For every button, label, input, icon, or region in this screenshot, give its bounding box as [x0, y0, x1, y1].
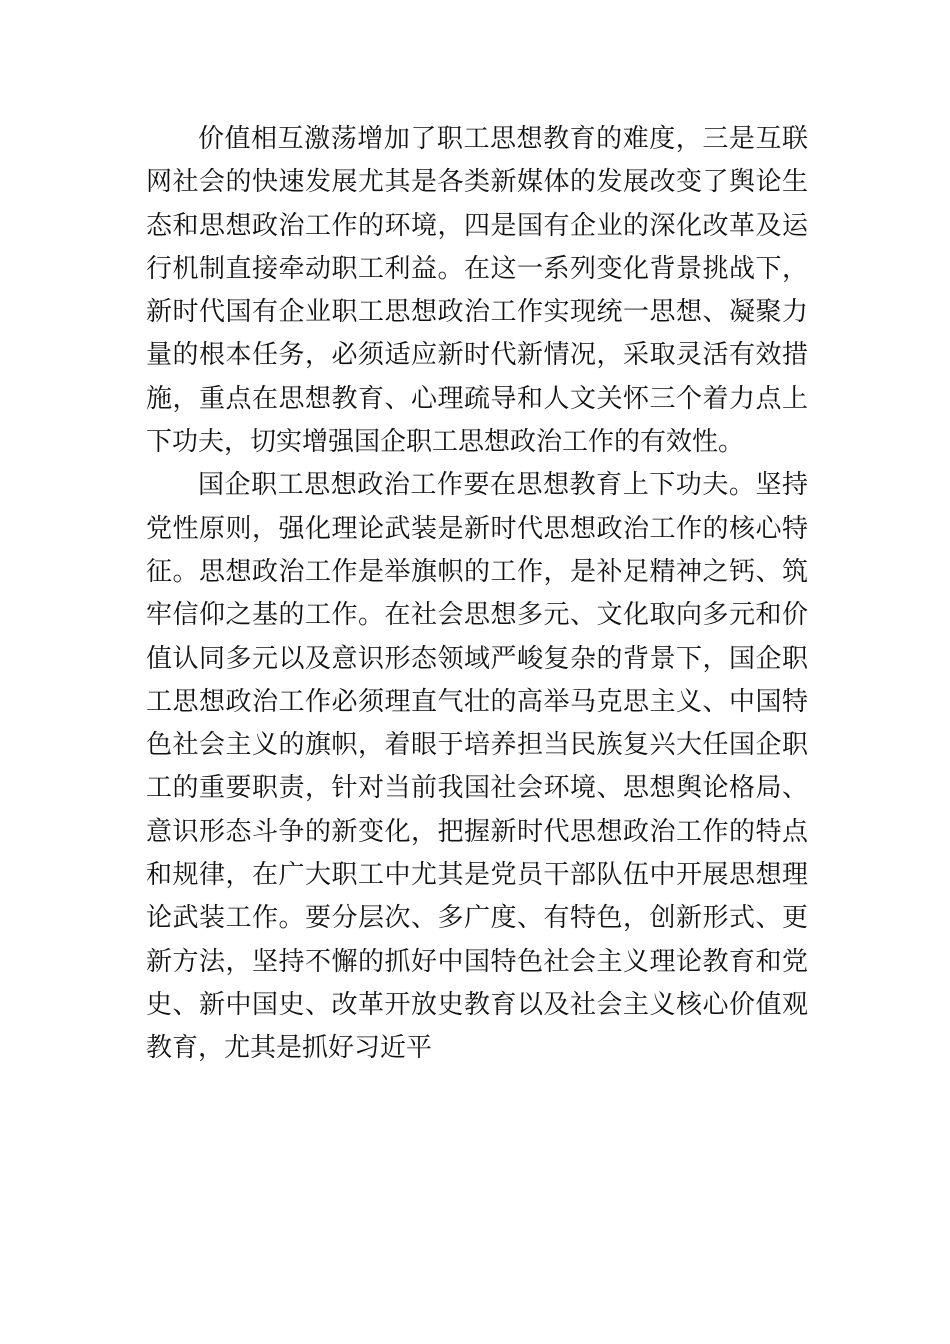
text-line: 色社会主义的旗帜，着眼于培养担当民族复兴大任国企职	[146, 730, 808, 761]
text-line: 值认同多元以及意识形态领域严峻复杂的背景下，国企职	[146, 643, 808, 674]
text-line: 下功夫，切实增强国企职工思想政治工作的有效性。	[146, 427, 745, 458]
text-line: 态和思想政治工作的环境，四是国有企业的深化改革及运	[146, 210, 808, 241]
text-line: 意识形态斗争的新变化，把握新时代思想政治工作的特点	[146, 816, 808, 847]
text-line: 施，重点在思想教育、心理疏导和人文关怀三个着力点上	[146, 383, 808, 414]
body-text	[146, 118, 808, 1071]
text-line: 网社会的快速发展尤其是各类新媒体的发展改变了舆论生	[146, 167, 808, 198]
text-line: 征。思想政治工作是举旗帜的工作，是补足精神之钙、筑	[146, 556, 808, 587]
text-line: 史、新中国史、改革开放史教育以及社会主义核心价值观	[146, 989, 808, 1020]
text-line: 工思想政治工作必须理直气壮的高举马克思主义、中国特	[146, 686, 808, 717]
text-line: 价值相互激荡增加了职工思想教育的难度，三是互联	[198, 124, 808, 154]
paragraph-1	[146, 118, 808, 464]
text-line: 党性原则，强化理论武装是新时代思想政治工作的核心特	[146, 513, 808, 544]
text-line: 国企职工思想政治工作要在思想教育上下功夫。坚持	[198, 470, 808, 501]
text-line: 牢信仰之基的工作。在社会思想多元、文化取向多元和价	[146, 600, 808, 631]
text-line: 和规律，在广大职工中尤其是党员干部队伍中开展思想理	[146, 860, 808, 891]
text-line: 量的根本任务，必须适应新时代新情况，采取灵活有效措	[146, 340, 808, 371]
text-line: 新方法，坚持不懈的抓好中国特色社会主义理论教育和党	[146, 946, 808, 977]
text-line: 工的重要职责，针对当前我国社会环境、思想舆论格局、	[146, 773, 808, 804]
text-line: 论武装工作。要分层次、多广度、有特色，创新形式、更	[146, 903, 808, 934]
text-line: 新时代国有企业职工思想政治工作实现统一思想、凝聚力	[146, 297, 808, 328]
text-line: 教育，尤其是抓好习近平	[146, 1033, 433, 1064]
text-line: 行机制直接牵动职工利益。在这一系列变化背景挑战下，	[146, 253, 808, 284]
paragraph-2	[146, 464, 808, 1070]
